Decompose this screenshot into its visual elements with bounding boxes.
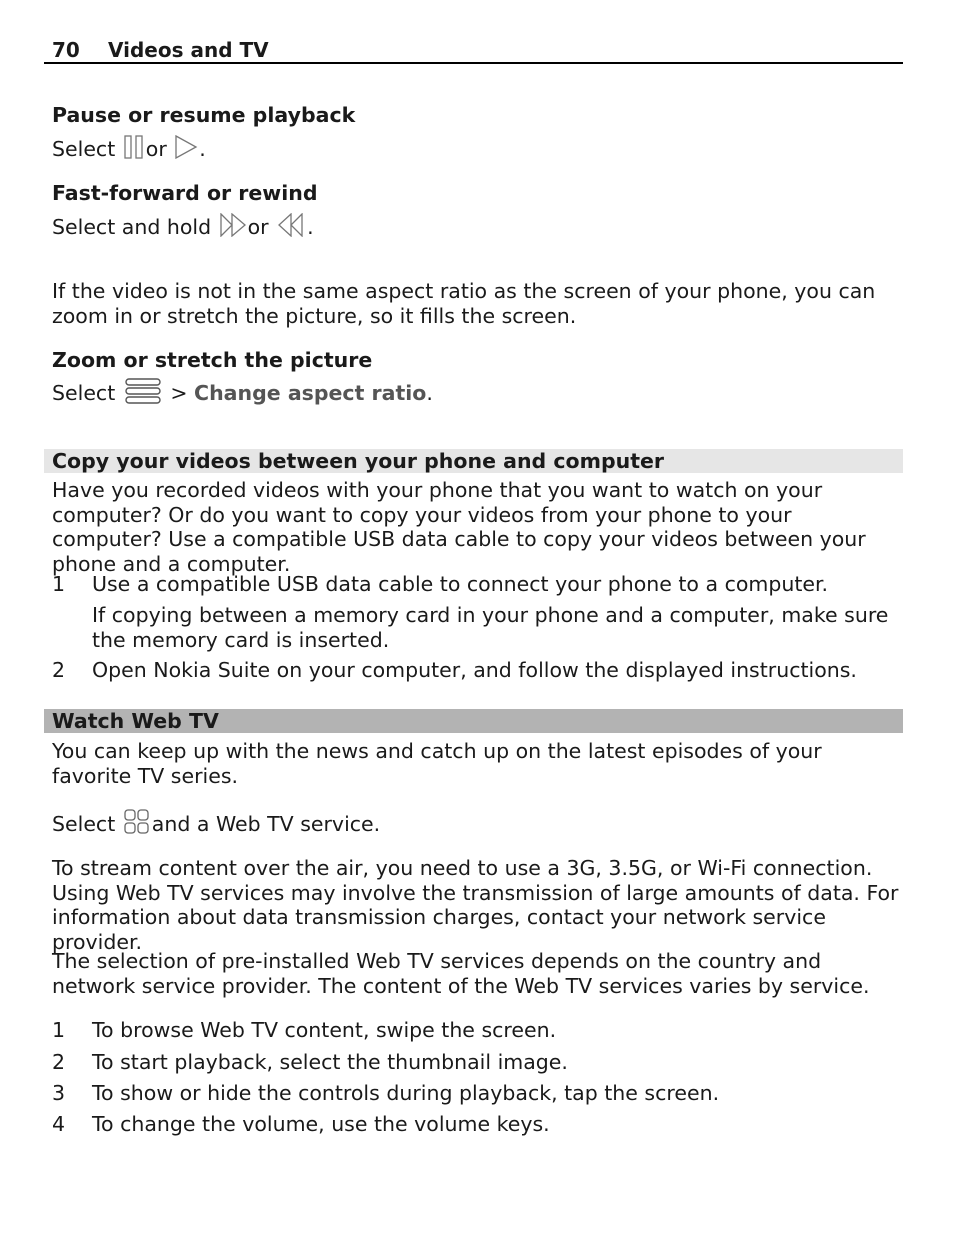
ff-heading: Fast-forward or rewind — [52, 181, 318, 205]
pause-or-text: or — [145, 136, 167, 161]
copy-section-title: Copy your videos between your phone and computer — [52, 449, 665, 473]
play-icon — [174, 135, 198, 165]
list-text: To browse Web TV content, swipe the screen. — [92, 1018, 557, 1042]
list-text: To start playback, select the thumbnail image. — [92, 1050, 568, 1074]
list-number: 2 — [52, 658, 66, 682]
ff-or-text: or — [247, 214, 269, 239]
copy-intro: Have you recorded videos with your phone that you want to watch on your computer? Or do you want to copy your videos from your phone to your computer? Use a compatible USB data cable to copy your videos between your phone and a computer. — [52, 478, 866, 576]
pause-heading: Pause or resume playback — [52, 103, 356, 127]
list-number: 1 — [52, 1018, 66, 1042]
list-text: To change the volume, use the volume keys. — [92, 1112, 550, 1136]
pause-instruction — [52, 135, 902, 165]
list-number: 4 — [52, 1112, 66, 1136]
zoom-end: . — [426, 380, 433, 405]
webtv-select-text: Select — [52, 811, 116, 836]
apps-grid-icon — [123, 809, 151, 841]
change-aspect-ratio-option: Change aspect ratio — [194, 380, 427, 405]
ff-instruction — [52, 213, 902, 243]
webtv-select-instruction — [52, 809, 902, 841]
page-number: 70 — [52, 38, 80, 62]
aspect-paragraph: If the video is not in the same aspect ratio as the screen of your phone, you can zoom in or stretch the picture, so it fills the screen. — [52, 279, 876, 328]
webtv-intro: You can keep up with the news and catch up on the latest episodes of your favorite TV series. — [52, 739, 822, 788]
ff-select-text: Select and hold — [52, 214, 212, 239]
webtv-section-title: Watch Web TV — [52, 709, 219, 733]
ff-end: . — [307, 214, 314, 239]
rewind-icon — [276, 213, 306, 243]
chapter-title: Videos and TV — [108, 38, 269, 62]
list-text: Use a compatible USB data cable to connect your phone to a computer. — [92, 572, 829, 596]
list-text: Open Nokia Suite on your computer, and follow the displayed instructions. — [92, 658, 857, 682]
webtv-selection-paragraph: The selection of pre-installed Web TV services depends on the country and network service provider. The content of the Web TV services varies by service. — [52, 949, 870, 998]
webtv-select-rest: and a Web TV service. — [151, 811, 381, 836]
webtv-stream-paragraph: To stream content over the air, you need to use a 3G, 3.5G, or Wi-Fi connection. Using Web TV services may involve the transmission of large amounts of data. For information about data transmission charges, contact your network service provider. — [52, 856, 899, 954]
zoom-arrow: > — [170, 380, 188, 405]
list-text: If copying between a memory card in your phone and a computer, make sure the memory card is inserted. — [92, 603, 889, 652]
menu-icon — [123, 378, 163, 410]
zoom-instruction — [52, 378, 902, 410]
copy-section-heading — [44, 449, 903, 473]
list-number: 2 — [52, 1050, 66, 1074]
list-number: 1 — [52, 572, 66, 596]
list-number: 3 — [52, 1081, 66, 1105]
pause-end: . — [199, 136, 206, 161]
pause-icon — [123, 135, 145, 165]
zoom-heading: Zoom or stretch the picture — [52, 348, 373, 372]
list-text: To show or hide the controls during playback, tap the screen. — [92, 1081, 720, 1105]
fast-forward-icon — [219, 213, 247, 243]
webtv-section-heading — [44, 709, 903, 733]
zoom-select-text: Select — [52, 380, 116, 405]
pause-select-text: Select — [52, 136, 116, 161]
page-header — [44, 36, 903, 64]
